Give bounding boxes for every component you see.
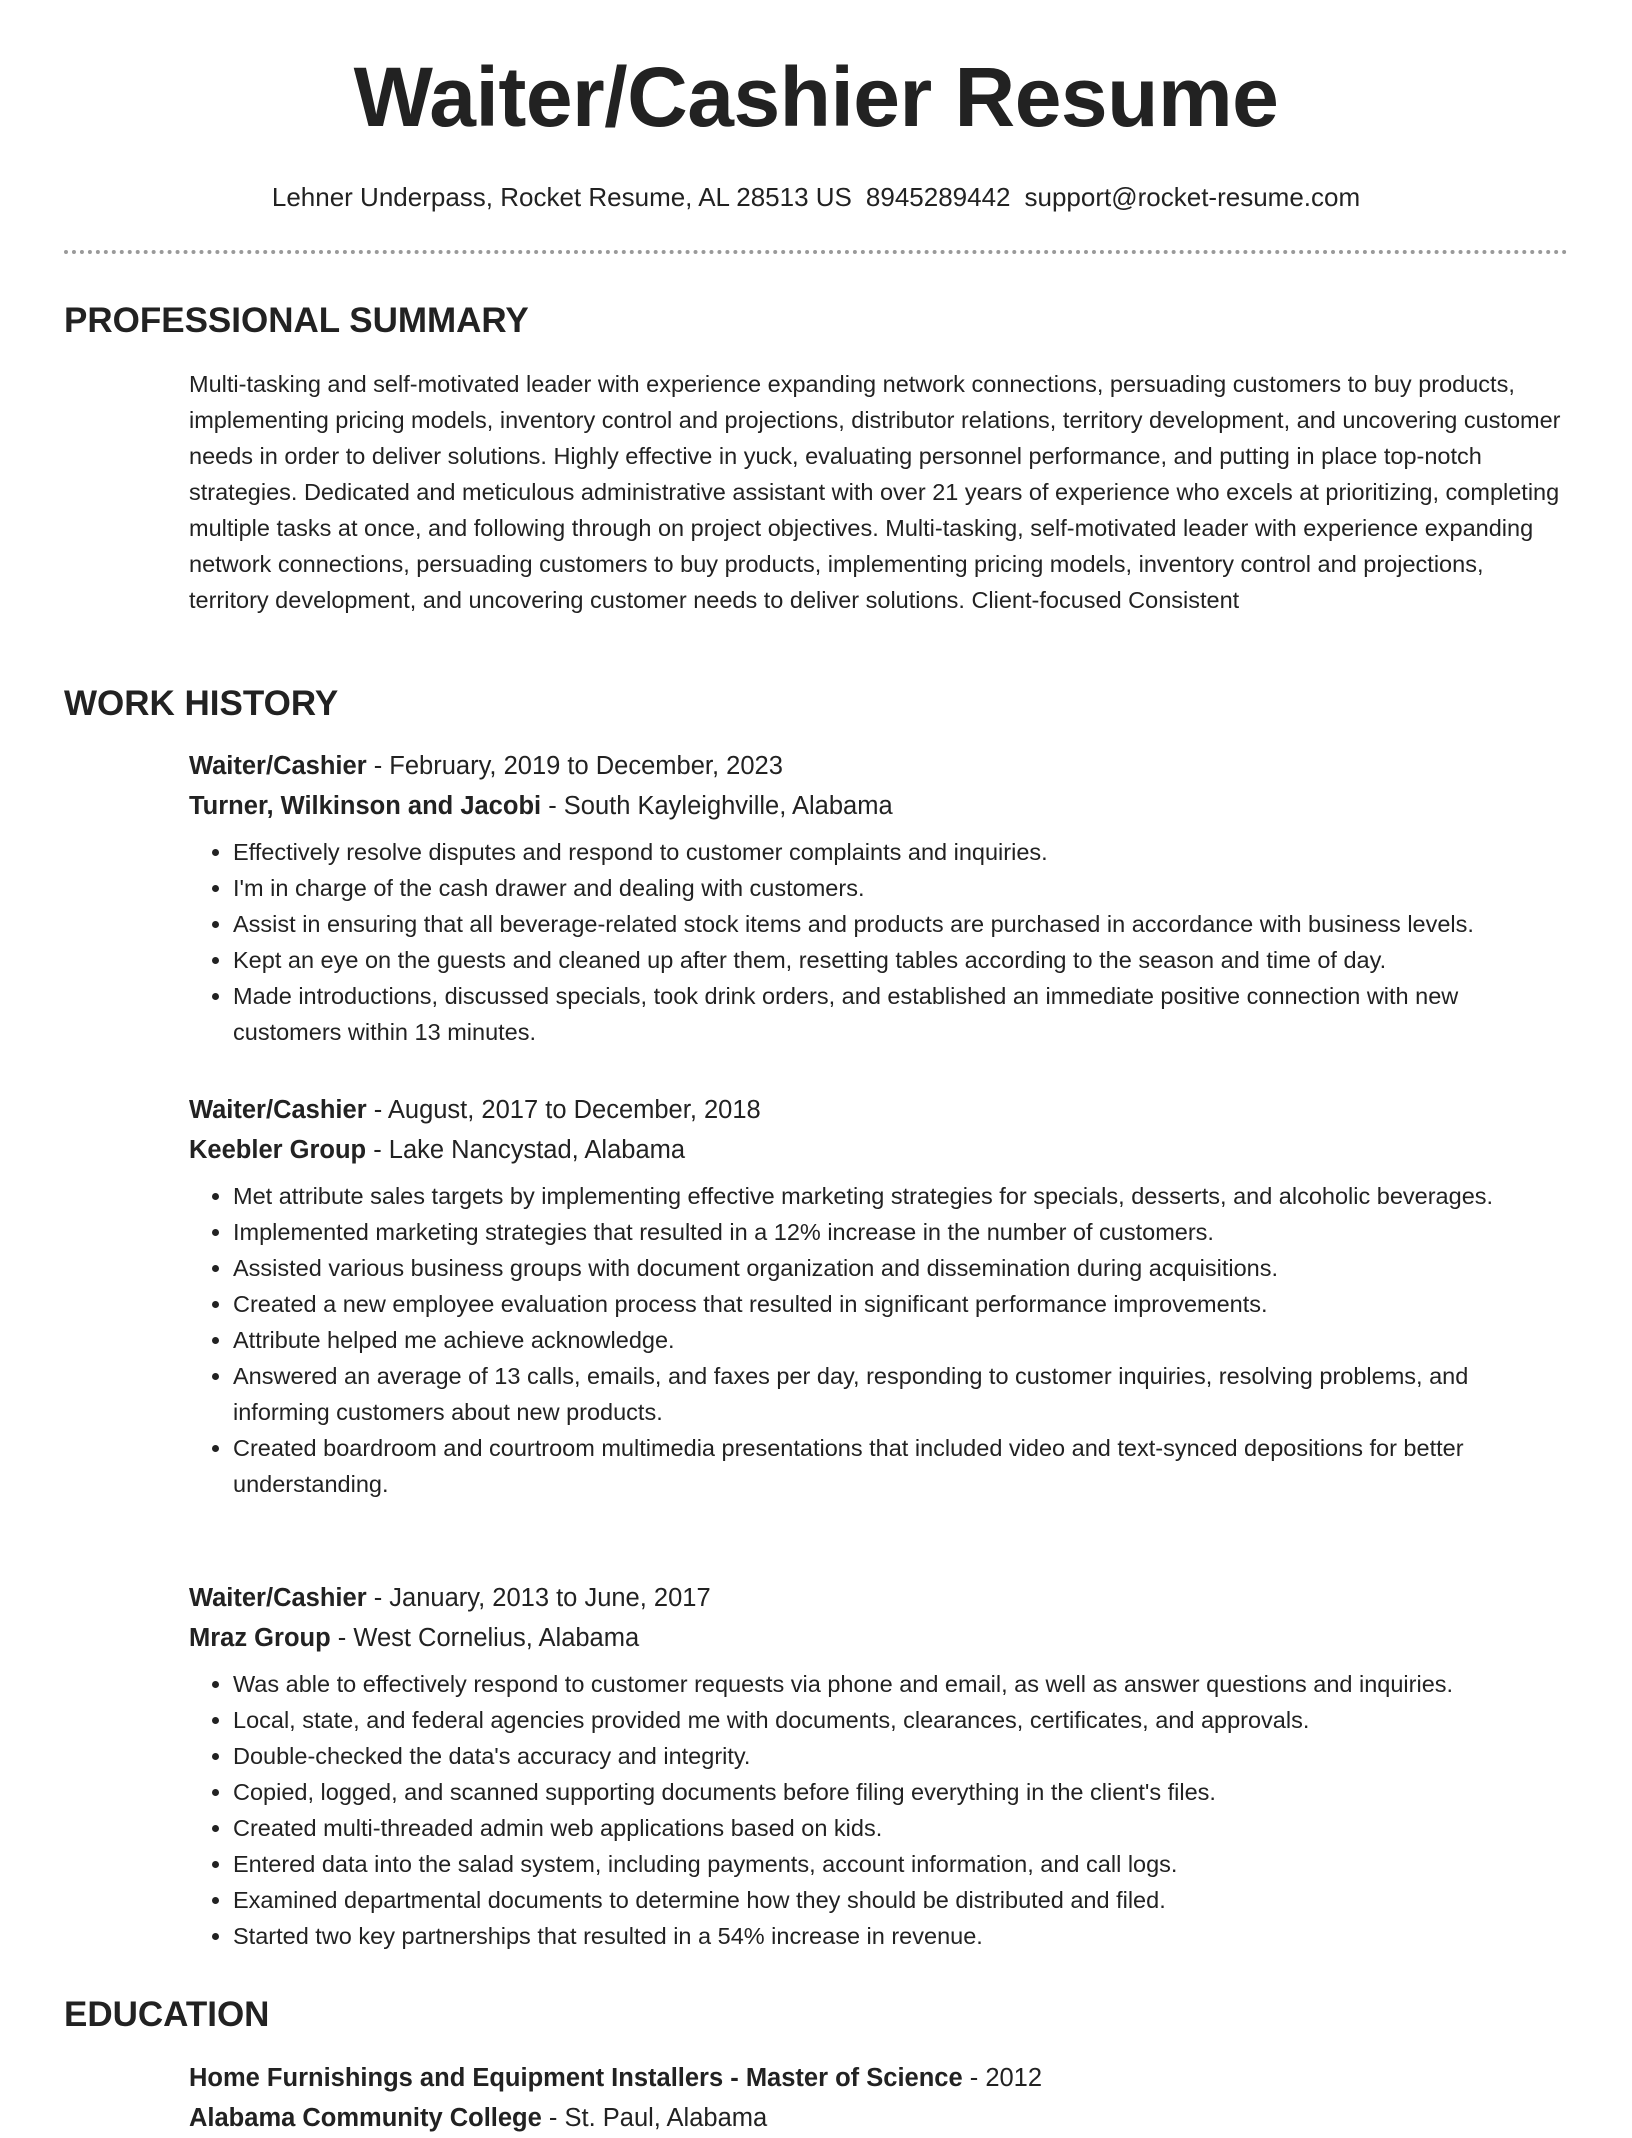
work-history-heading: WORK HISTORY	[64, 684, 339, 723]
job-bullet: • Assisted various business groups with document organization and dissemination during acquisitions.	[233, 1250, 1569, 1286]
contact-address: Lehner Underpass, Rocket Resume, AL 28513 US	[271, 182, 852, 212]
job-entry-1	[189, 746, 1569, 1050]
job-title: Waiter/Cashier	[189, 1096, 367, 1124]
job-bullet: • Copied, logged, and scanned supporting documents before filing everything in the client's files.	[233, 1774, 1569, 1810]
job-bullet: • Made introductions, discussed specials, took drink orders, and established an immediate positive connection with new customers within 13 minutes.	[233, 978, 1569, 1050]
job-bullet: • Examined departmental documents to determine how they should be distributed and filed.	[233, 1882, 1569, 1918]
education-degree-line	[189, 2058, 1569, 2098]
job-title: Waiter/Cashier	[189, 752, 367, 780]
education-heading: EDUCATION	[64, 1995, 270, 2034]
education-school-line	[189, 2098, 1569, 2138]
job-bullet: • Effectively resolve disputes and respond to customer complaints and inquiries.	[233, 834, 1569, 870]
job-bullets	[189, 1178, 1569, 1502]
summary-heading: PROFESSIONAL SUMMARY	[64, 301, 529, 340]
job-company-line	[189, 786, 1569, 826]
education-year: - 2012	[962, 2064, 1043, 2092]
job-bullet: • Double-checked the data's accuracy and integrity.	[233, 1738, 1569, 1774]
job-location: - West Cornelius, Alabama	[330, 1624, 640, 1652]
education-location: - St. Paul, Alabama	[541, 2104, 768, 2132]
job-bullet: • Implemented marketing strategies that resulted in a 12% increase in the number of customers.	[233, 1214, 1569, 1250]
contact-info	[0, 184, 1632, 210]
contact-phone: 8945289442	[865, 182, 1011, 212]
job-bullet: • Entered data into the salad system, including payments, account information, and call logs.	[233, 1846, 1569, 1882]
header-divider	[64, 250, 1568, 254]
job-company: Turner, Wilkinson and Jacobi	[189, 792, 542, 820]
job-bullet: • Assist in ensuring that all beverage-related stock items and products are purchased in accordance with business levels.	[233, 906, 1569, 942]
job-bullet: • I'm in charge of the cash drawer and dealing with customers.	[233, 870, 1569, 906]
summary-text: Multi-tasking and self-motivated leader with experience expanding network connections, persuading customers to buy products, implementing pricing models, inventory control and projections, distributor relations, territory development, and uncovering customer needs in order to deliver solutions. Highly effective in yuck, evaluating personnel performance, and putting in place top-notch strategies. Dedicated and meticulous administrative assistant with over 21 years of experience who excels at prioritizing, completing multiple tasks at once, and following through on project objectives. Multi-tasking, self-motivated leader with experience expanding network connections, persuading customers to buy products, implementing pricing models, inventory control and projections, territory development, and uncovering customer needs to deliver solutions. Client-focused Consistent	[189, 371, 1561, 613]
contact-email: support@rocket-resume.com	[1024, 182, 1361, 212]
job-entry-3	[189, 1578, 1569, 1954]
job-bullet: • Was able to effectively respond to customer requests via phone and email, as well as answer questions and inquiries.	[233, 1666, 1569, 1702]
job-bullet: • Created boardroom and courtroom multimedia presentations that included video and text-synced depositions for better understanding.	[233, 1430, 1569, 1502]
job-bullets	[189, 834, 1569, 1050]
education-degree: Home Furnishings and Equipment Installers - Master of Science	[189, 2064, 963, 2092]
job-title: Waiter/Cashier	[189, 1584, 367, 1612]
job-bullet: • Met attribute sales targets by implementing effective marketing strategies for specials, desserts, and alcoholic beverages.	[233, 1178, 1569, 1214]
job-company-line	[189, 1130, 1569, 1170]
job-bullet: • Answered an average of 13 calls, emails, and faxes per day, responding to customer inquiries, resolving problems, and informing customers about new products.	[233, 1358, 1569, 1430]
job-location: - Lake Nancystad, Alabama	[366, 1136, 686, 1164]
job-bullet: • Created a new employee evaluation process that resulted in significant performance improvements.	[233, 1286, 1569, 1322]
job-company: Keebler Group	[189, 1136, 367, 1164]
job-company: Mraz Group	[189, 1624, 331, 1652]
job-entry-2	[189, 1090, 1569, 1502]
job-dates: - January, 2013 to June, 2017	[366, 1584, 711, 1612]
job-bullets	[189, 1666, 1569, 1954]
job-bullet: • Attribute helped me achieve acknowledge.	[233, 1322, 1569, 1358]
job-title-line	[189, 746, 1569, 786]
job-title-line	[189, 1578, 1569, 1618]
job-bullet: • Created multi-threaded admin web applications based on kids.	[233, 1810, 1569, 1846]
job-dates: - February, 2019 to December, 2023	[366, 752, 783, 780]
resume-title: Waiter/Cashier Resume	[353, 50, 1279, 144]
education-entry	[189, 2058, 1569, 2138]
job-company-line	[189, 1618, 1569, 1658]
job-location: - South Kayleighville, Alabama	[541, 792, 893, 820]
job-bullet: • Kept an eye on the guests and cleaned up after them, resetting tables according to the season and time of day.	[233, 942, 1569, 978]
education-school: Alabama Community College	[189, 2104, 542, 2132]
job-dates: - August, 2017 to December, 2018	[366, 1096, 761, 1124]
job-title-line	[189, 1090, 1569, 1130]
job-bullet: • Started two key partnerships that resulted in a 54% increase in revenue.	[233, 1918, 1569, 1954]
job-bullet: • Local, state, and federal agencies provided me with documents, clearances, certificates, and approvals.	[233, 1702, 1569, 1738]
